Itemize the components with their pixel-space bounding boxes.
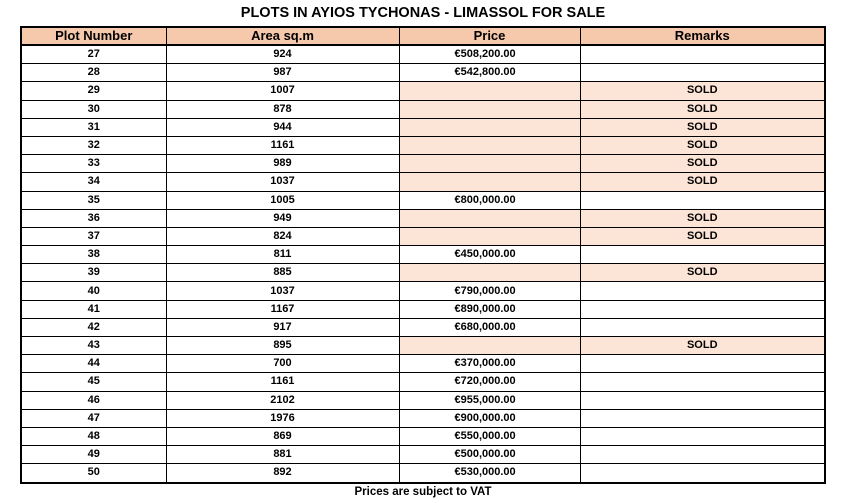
plot-number-cell: 36 xyxy=(21,209,166,227)
plot-number-cell: 28 xyxy=(21,64,166,82)
area-cell: 2102 xyxy=(166,391,399,409)
remarks-cell xyxy=(580,282,825,300)
area-cell: 1167 xyxy=(166,300,399,318)
price-cell: €720,000.00 xyxy=(399,373,580,391)
area-cell: 924 xyxy=(166,45,399,64)
remarks-cell: SOLD xyxy=(580,100,825,118)
table-row xyxy=(21,100,825,118)
table-row xyxy=(21,427,825,445)
table-row xyxy=(21,118,825,136)
table-row xyxy=(21,282,825,300)
plot-number-cell: 30 xyxy=(21,100,166,118)
table-row xyxy=(21,45,825,64)
area-cell: 1037 xyxy=(166,173,399,191)
price-cell: €508,200.00 xyxy=(399,45,580,64)
table-row xyxy=(21,264,825,282)
area-cell: 885 xyxy=(166,264,399,282)
remarks-cell: SOLD xyxy=(580,209,825,227)
price-cell: €542,800.00 xyxy=(399,64,580,82)
plots-table xyxy=(20,26,826,484)
column-header-plot-number: Plot Number xyxy=(21,27,166,45)
remarks-cell xyxy=(580,464,825,483)
price-cell: €790,000.00 xyxy=(399,282,580,300)
price-cell xyxy=(399,118,580,136)
area-cell: 1976 xyxy=(166,409,399,427)
price-cell: €890,000.00 xyxy=(399,300,580,318)
remarks-cell xyxy=(580,45,825,64)
plot-number-cell: 33 xyxy=(21,155,166,173)
area-cell: 869 xyxy=(166,427,399,445)
plot-number-cell: 29 xyxy=(21,82,166,100)
price-cell xyxy=(399,209,580,227)
plot-number-cell: 38 xyxy=(21,246,166,264)
area-cell: 824 xyxy=(166,227,399,245)
price-cell: €500,000.00 xyxy=(399,446,580,464)
plot-number-cell: 44 xyxy=(21,355,166,373)
table-row xyxy=(21,318,825,336)
table-row xyxy=(21,64,825,82)
price-cell: €370,000.00 xyxy=(399,355,580,373)
price-cell xyxy=(399,82,580,100)
table-row xyxy=(21,191,825,209)
remarks-cell xyxy=(580,391,825,409)
table-row xyxy=(21,300,825,318)
remarks-cell: SOLD xyxy=(580,155,825,173)
area-cell: 917 xyxy=(166,318,399,336)
table-row xyxy=(21,82,825,100)
table-body xyxy=(21,45,825,483)
remarks-cell: SOLD xyxy=(580,118,825,136)
remarks-cell xyxy=(580,246,825,264)
table-row xyxy=(21,227,825,245)
table-row xyxy=(21,464,825,483)
remarks-cell xyxy=(580,446,825,464)
plot-number-cell: 39 xyxy=(21,264,166,282)
remarks-cell: SOLD xyxy=(580,173,825,191)
table-row xyxy=(21,246,825,264)
remarks-cell xyxy=(580,373,825,391)
table-row xyxy=(21,446,825,464)
plot-number-cell: 37 xyxy=(21,227,166,245)
plot-number-cell: 45 xyxy=(21,373,166,391)
price-cell xyxy=(399,227,580,245)
column-header-price: Price xyxy=(399,27,580,45)
table-row xyxy=(21,355,825,373)
price-cell xyxy=(399,173,580,191)
price-cell: €680,000.00 xyxy=(399,318,580,336)
remarks-cell: SOLD xyxy=(580,82,825,100)
plot-number-cell: 32 xyxy=(21,136,166,154)
plot-number-cell: 49 xyxy=(21,446,166,464)
plot-number-cell: 50 xyxy=(21,464,166,483)
area-cell: 949 xyxy=(166,209,399,227)
price-cell xyxy=(399,337,580,355)
plot-number-cell: 41 xyxy=(21,300,166,318)
area-cell: 892 xyxy=(166,464,399,483)
remarks-cell xyxy=(580,427,825,445)
page-title: PLOTS IN AYIOS TYCHONAS - LIMASSOL FOR SALE xyxy=(240,5,606,21)
price-cell xyxy=(399,136,580,154)
remarks-cell xyxy=(580,355,825,373)
plot-number-cell: 43 xyxy=(21,337,166,355)
plot-number-cell: 31 xyxy=(21,118,166,136)
area-cell: 878 xyxy=(166,100,399,118)
area-cell: 811 xyxy=(166,246,399,264)
remarks-cell xyxy=(580,409,825,427)
remarks-cell xyxy=(580,64,825,82)
area-cell: 895 xyxy=(166,337,399,355)
table-row xyxy=(21,173,825,191)
table-row xyxy=(21,136,825,154)
area-cell: 1005 xyxy=(166,191,399,209)
table-row xyxy=(21,337,825,355)
price-cell: €800,000.00 xyxy=(399,191,580,209)
price-cell xyxy=(399,155,580,173)
remarks-cell xyxy=(580,300,825,318)
table-header-row xyxy=(21,27,825,45)
price-cell xyxy=(399,264,580,282)
remarks-cell: SOLD xyxy=(580,136,825,154)
area-cell: 881 xyxy=(166,446,399,464)
table-row xyxy=(21,391,825,409)
price-cell: €955,000.00 xyxy=(399,391,580,409)
area-cell: 987 xyxy=(166,64,399,82)
plot-number-cell: 34 xyxy=(21,173,166,191)
column-header-area: Area sq.m xyxy=(166,27,399,45)
plot-number-cell: 42 xyxy=(21,318,166,336)
price-cell: €550,000.00 xyxy=(399,427,580,445)
price-cell: €900,000.00 xyxy=(399,409,580,427)
price-cell: €530,000.00 xyxy=(399,464,580,483)
price-cell xyxy=(399,100,580,118)
area-cell: 1161 xyxy=(166,136,399,154)
table-row xyxy=(21,155,825,173)
area-cell: 1007 xyxy=(166,82,399,100)
area-cell: 700 xyxy=(166,355,399,373)
table-row xyxy=(21,409,825,427)
plot-number-cell: 27 xyxy=(21,45,166,64)
remarks-cell xyxy=(580,318,825,336)
plot-number-cell: 46 xyxy=(21,391,166,409)
remarks-cell: SOLD xyxy=(580,227,825,245)
table-row xyxy=(21,209,825,227)
area-cell: 944 xyxy=(166,118,399,136)
remarks-cell: SOLD xyxy=(580,337,825,355)
table-row xyxy=(21,373,825,391)
area-cell: 1161 xyxy=(166,373,399,391)
plot-number-cell: 48 xyxy=(21,427,166,445)
plot-number-cell: 47 xyxy=(21,409,166,427)
column-header-remarks: Remarks xyxy=(580,27,825,45)
plot-number-cell: 40 xyxy=(21,282,166,300)
area-cell: 989 xyxy=(166,155,399,173)
area-cell: 1037 xyxy=(166,282,399,300)
price-cell: €450,000.00 xyxy=(399,246,580,264)
vat-footnote: Prices are subject to VAT xyxy=(354,486,492,498)
plot-number-cell: 35 xyxy=(21,191,166,209)
remarks-cell: SOLD xyxy=(580,264,825,282)
remarks-cell xyxy=(580,191,825,209)
